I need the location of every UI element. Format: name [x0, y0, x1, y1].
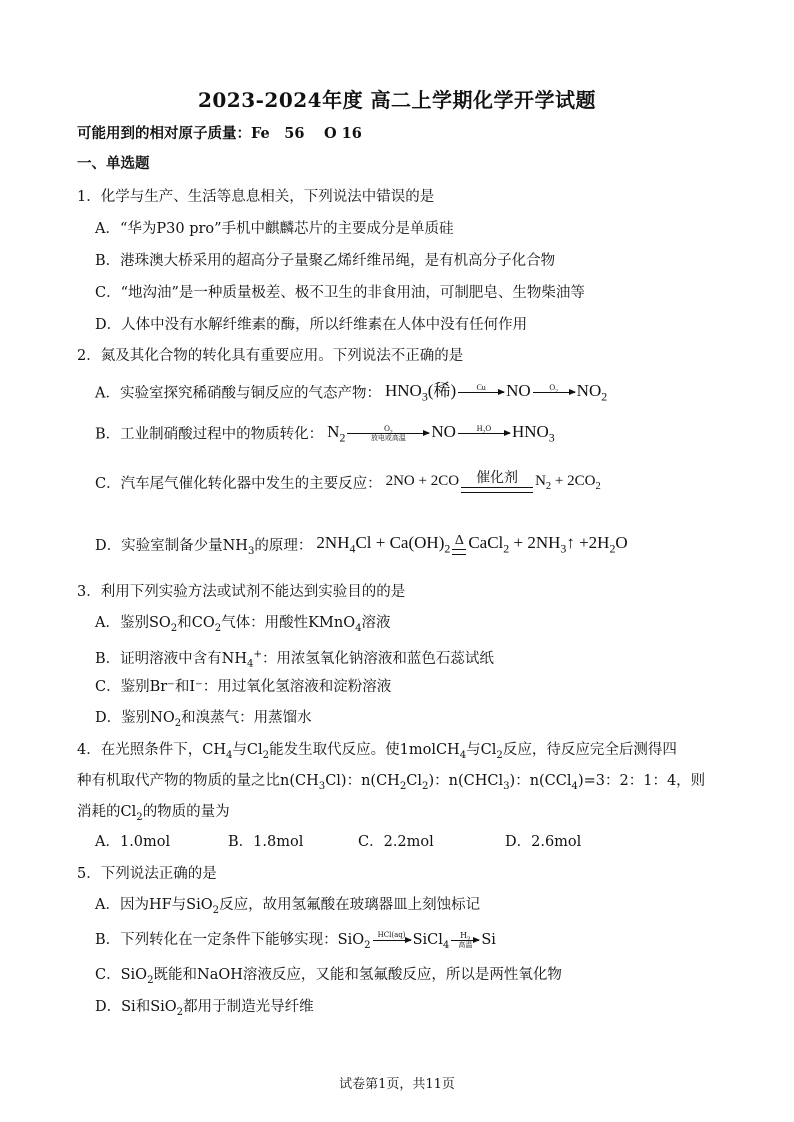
q3-option-c: C．鉴别Br⁻和I⁻：用过氧化氢溶液和淀粉溶液: [95, 679, 392, 695]
q1-option-d: D．人体中没有水解纤维素的酶，所以纤维素在人体中没有任何作用: [95, 317, 528, 333]
q4-stem-line-3: 消耗的$Cl_2$的物质的量为: [77, 804, 230, 823]
q2-a-equation: $HNO_3$(稀) Cu NO O $NO_2$: [384, 381, 608, 404]
q2-option-d: [95, 526, 628, 569]
q3-option-d: D．鉴别$NO_2$和溴蒸气：用蒸馏水: [95, 710, 312, 729]
q2-option-d-text: D．实验室制备少量$NH_3$的原理：: [95, 537, 313, 557]
q3-option-a: A．鉴别$SO_2$和$CO_2$气体：用酸性KMnO$_4$溶液: [95, 615, 391, 634]
q2-option-a-text: A．实验室探究稀硝酸与铜反应的气态产物：: [95, 385, 381, 402]
reaction-arrow: H 高温: [451, 931, 479, 950]
atomic-mass-line: 可能用到的相对原子质量：Fe 56 O 16: [77, 125, 362, 142]
q1-option-c: C．“地沟油”是一种质量极差、极不卫生的非食用油，可制肥皂、生物柴油等: [95, 285, 585, 301]
heat-equals-sign: Δ: [452, 533, 466, 555]
q3-stem: 3．利用下列实验方法或试剂不能达到实验目的的是: [77, 584, 406, 600]
q2-stem: 2．氮及其化合物的转化具有重要应用。下列说法不正确的是: [77, 348, 464, 364]
reaction-arrow: O: [533, 383, 575, 402]
q4-option-d: D．2.6mol: [505, 834, 582, 850]
q3-option-b: B．证明溶液中含有$NH_4^+$：用浓氢氧化钠溶液和蓝色石蕊试纸: [95, 649, 494, 670]
q1-option-a: A．“华为P30 pro”手机中麒麟芯片的主要成分是单质硅: [95, 221, 454, 237]
q4-stem-line-2: 种有机取代产物的物质的量之比$n(CH_3Cl)$：$n(CH_2Cl_2)$：n(CHCl$_3$)：n(CCl$_4$)=3：2：1：4，则: [77, 773, 706, 792]
q5-option-d: D．Si和SiO$_2$都用于制造光导纤维: [95, 999, 314, 1018]
q2-b-equation: $N_2$ O 放电或高温 NO H O $HNO_3$: [327, 422, 555, 445]
q1-option-b: B．港珠澳大桥采用的超高分子量聚乙烯纤维吊绳，是有机高分子化合物: [95, 253, 556, 269]
q2-c-equation: 2NO + 2CO 催化剂 $N_2 + 2CO_2$: [385, 470, 601, 492]
reaction-arrow: H O: [458, 424, 510, 443]
q2-option-a: [95, 378, 607, 409]
page-footer: 试卷第1页，共11页: [339, 1077, 455, 1092]
q2-option-c: [95, 466, 601, 502]
reaction-arrow: Cu: [458, 383, 504, 402]
equals-sign: 催化剂: [461, 471, 533, 493]
q2-option-b: [95, 419, 555, 450]
q2-d-equation: $2NH_4Cl + Ca(OH)_2$ Δ CaCl$_2$ + $2NH_3↑ +2H_2O$: [316, 533, 628, 556]
page-title: 2023-2024年度 高二上学期化学开学试题: [197, 88, 597, 112]
q4-stem-line-1: 4．在光照条件下，$CH_4$与$Cl_2$能发生取代反应。使1molCH$_4$与$Cl_2$反应，待反应完全后测得四: [77, 742, 677, 761]
q2-option-b-text: B．工业制硝酸过程中的物质转化：: [95, 426, 324, 443]
q4-option-c: C．2.2mol: [358, 834, 434, 850]
reaction-arrow: HCl(aq): [373, 931, 411, 950]
q5-option-a: A．因为HF与SiO$_2$反应，故用氢氟酸在玻璃器皿上刻蚀标记: [95, 897, 481, 916]
q5-option-b: B．下列转化在一定条件下能够实现：SiO$_2$ HCl(aq) SiCl$_4$ H 高温 Si: [95, 930, 496, 951]
q5-option-c: C．SiO$_2$既能和NaOH溶液反应，又能和氢氟酸反应，所以是两性氧化物: [95, 967, 562, 986]
q4-option-b: B．1.8mol: [228, 834, 304, 850]
q2-option-c-text: C．汽车尾气催化转化器中发生的主要反应：: [95, 476, 382, 492]
section-heading: 一、单选题: [77, 155, 150, 172]
q4-option-a: A．1.0mol: [95, 834, 171, 850]
q1-stem: 1．化学与生产、生活等息息相关，下列说法中错误的是: [77, 189, 435, 205]
reaction-arrow: O 放电或高温: [347, 424, 429, 443]
q5-stem: 5．下列说法正确的是: [77, 866, 217, 882]
